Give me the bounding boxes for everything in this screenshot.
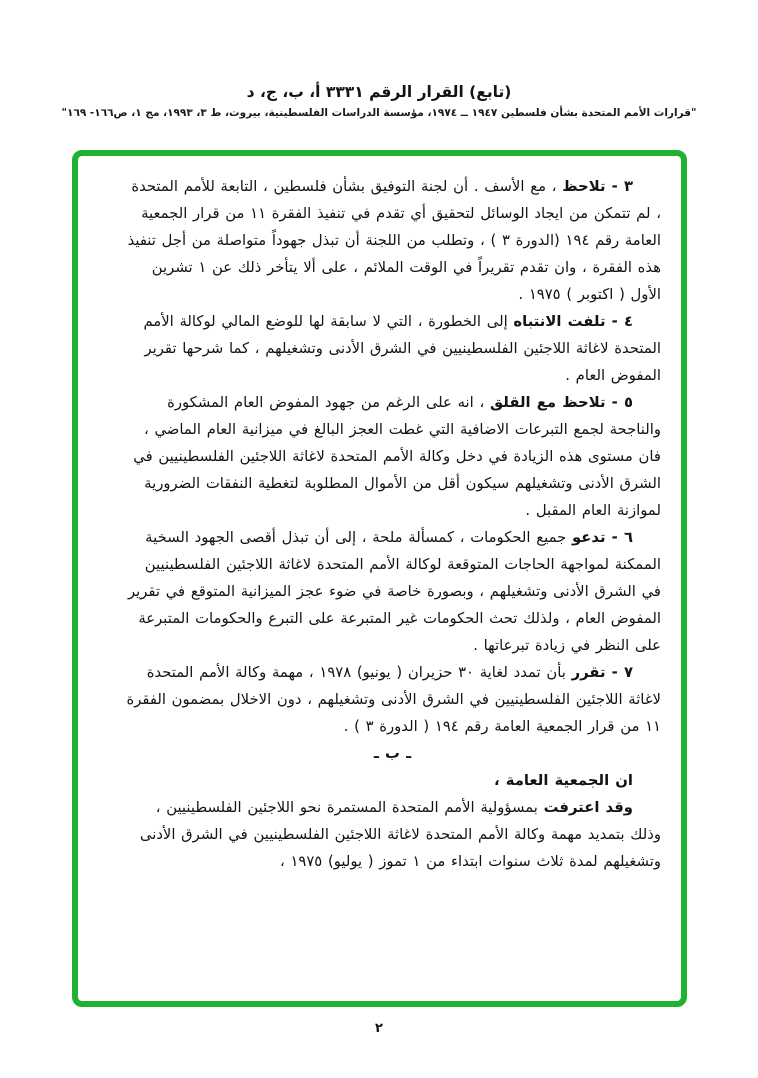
section-b-paragraph-text: بمسؤولية الأمم المتحدة المستمرة نحو اللاجئين الفلسطينيين ، وذلك بتمديد مهمة وكالة الأمم المتحدة لاغاثة اللاجئين الفلسطينيين في الشرق الأدنى وتشغيلهم لمدة ثلاث سنوات ابتداء من ١ تموز ( يوليو) ١٩٧٥ ، <box>139 799 661 870</box>
section-b-paragraph-lead: وقد اعترفت <box>543 799 633 816</box>
section-b-heading: ان الجمعية العامة ، <box>493 772 633 789</box>
green-border-frame <box>72 150 687 1007</box>
resolution-paragraph-5 <box>124 389 661 524</box>
resolution-paragraph-3 <box>124 173 661 308</box>
paragraph-3-lead: ٣ - تلاحظ <box>562 178 633 195</box>
paragraph-5-text: ، انه على الرغم من جهود المفوض العام المشكورة والناجحة لجمع التبرعات الاضافية التي غطت العجز البالغ في ميزانية العام الماضي ، فان مستوى هذه الزيادة في دخل وكالة الأمم المتحدة لاغاثة اللاجئين الفلسطينيين في الشرق الأدنى وتشغيلهم سيكون أقل من الأموال المطلوبة لتغطية النفقات الضرورية لموازنة العام المقبل . <box>133 394 661 519</box>
paragraph-7-lead: ٧ - تقرر <box>571 664 633 681</box>
paragraph-4-text: إلى الخطورة ، التي لا سابقة لها للوضع المالي لوكالة الأمم المتحدة لاغاثة اللاجئين الفلسطينيين في الشرق الأدنى وتشغيلهم ، كما شرحها تقرير المفوض العام . <box>143 313 661 384</box>
section-b-divider: ـ ب ـ <box>373 745 412 762</box>
section-b-paragraph <box>124 794 661 875</box>
resolution-body <box>78 156 681 1001</box>
paragraph-6-lead: ٦ - تدعو <box>572 529 633 546</box>
paragraph-6-text: جميع الحكومات ، كمسألة ملحة ، إلى أن تبذل أقصى الجهود السخية الممكنة لمواجهة الحاجات المتوقعة لوكالة الأمم المتحدة لاغاثة اللاجئين الفلسطينيين في الشرق الأدنى وتشغيلهم ، وبصورة خاصة في ضوء عجز الميزانية المتوقع في تقرير المفوض العام ، ولذلك تحث الحكومات غير المتبرعة على التبرع والحكومات المتبرعة على النظر في زيادة تبرعاتها . <box>127 529 661 654</box>
page-header <box>0 82 758 120</box>
resolution-paragraph-6 <box>124 524 661 659</box>
paragraph-3-text: ، مع الأسف . أن لجنة التوفيق بشأن فلسطين ، التابعة للأمم المتحدة ، لم تتمكن من ايجاد الوسائل لتحقيق أي تقدم في تنفيذ الفقرة ١١ من قرار الجمعية العامة رقم ١٩٤ (الدورة ٣ ) ، وتطلب من اللجنة أن تبذل جهوداً متواصلة من أجل تنفيذ هذه الفقرة ، وان تقدم تقريراً في الوقت الملائم ، على ألا يتأخر ذلك عن ١ تشرين الأول ( اكتوبر ) ١٩٧٥ . <box>127 178 661 303</box>
resolution-title: (تابع) القرار الرقم ٣٣٣١ أ، ب، ج، د <box>246 83 512 101</box>
paragraph-7-text: بأن تمدد لغاية ٣٠ حزيران ( يونيو) ١٩٧٨ ، مهمة وكالة الأمم المتحدة لاغاثة اللاجئين الفلسطينيين في الشرق الأدنى وتشغيلهم ، دون الاخلال بمضمون الفقرة ١١ من قرار الجمعية العامة رقم ١٩٤ ( الدورة ٣ ) . <box>126 664 661 735</box>
resolution-paragraph-7 <box>124 659 661 740</box>
paragraph-4-lead: ٤ - تلفت الانتباه <box>513 313 633 330</box>
paragraph-5-lead: ٥ - تلاحظ مع القلق <box>489 394 633 411</box>
resolution-paragraph-4 <box>124 308 661 389</box>
page-number: ٢ <box>375 1021 383 1036</box>
source-citation: "قرارات الأمم المتحدة بشأن فلسطين ١٩٤٧ ــ ١٩٧٤، مؤسسة الدراسات الفلسطينية، بيروت، ط ٣، ١٩٩٣، مج ١، ص١٦٦- ١٦٩" <box>61 107 697 119</box>
